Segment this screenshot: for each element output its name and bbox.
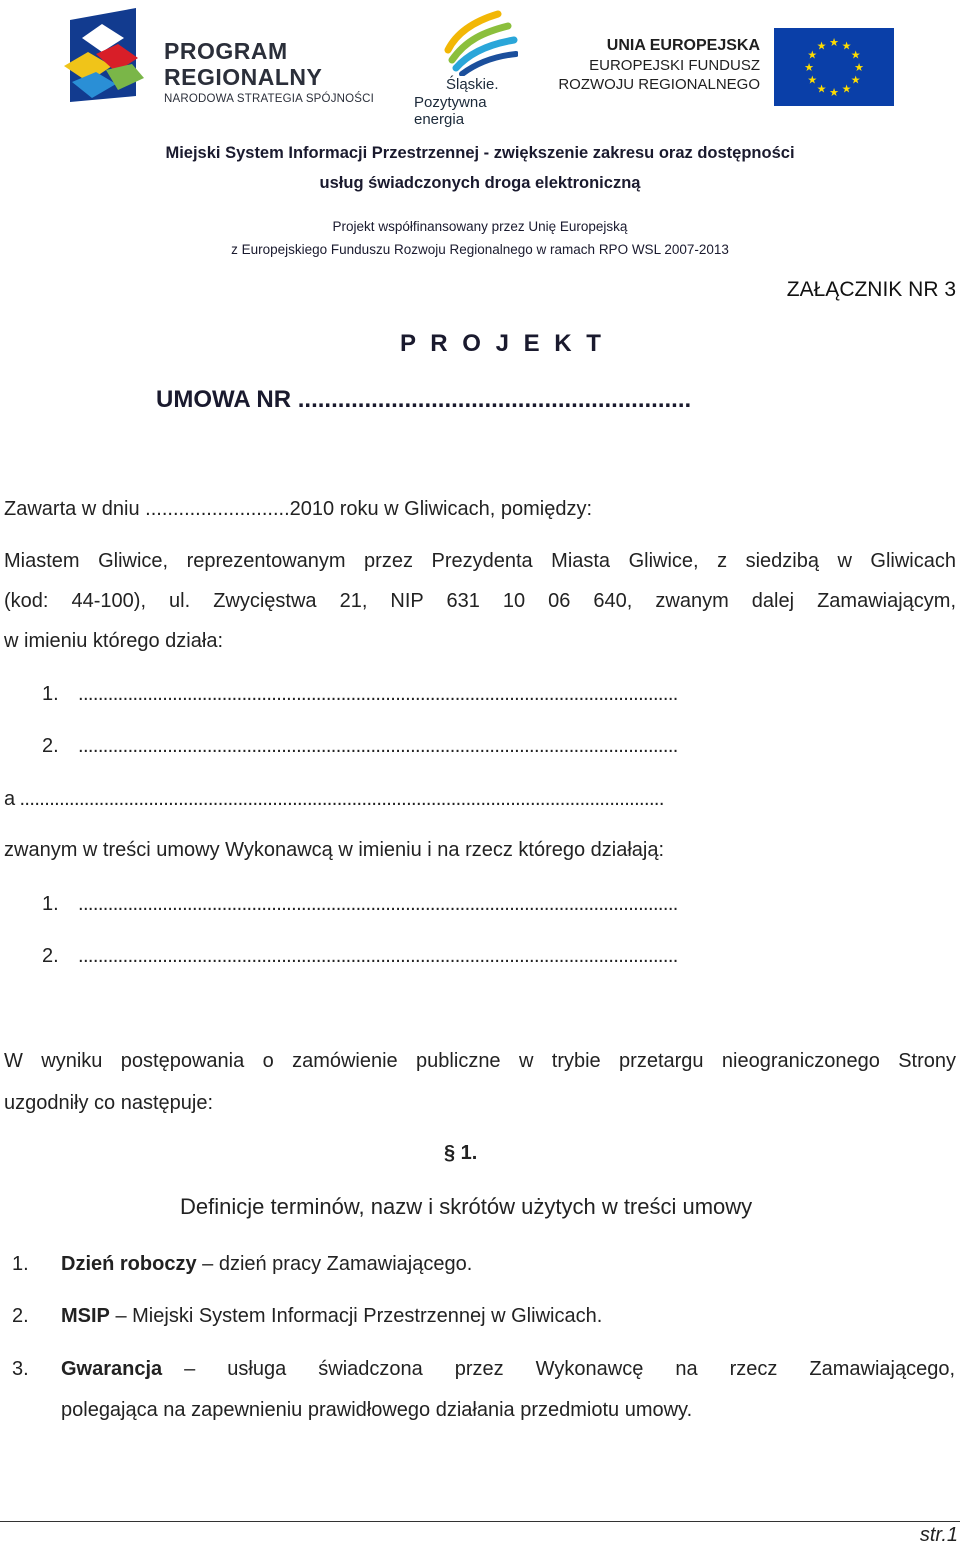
eu-star-icon: ★ (841, 82, 852, 96)
eu-star-icon: ★ (816, 82, 827, 96)
eu-star-icon: ★ (850, 48, 861, 62)
eu-star-icon: ★ (816, 39, 827, 53)
eu-star-icon: ★ (807, 48, 818, 62)
eu-star-icon: ★ (807, 73, 818, 87)
slaskie-logo (410, 8, 540, 128)
definition-2-number: 2. (12, 1305, 29, 1327)
slaskie-logo-line1: Śląskie. (446, 76, 499, 93)
definition-1-term: Dzień roboczy (61, 1253, 197, 1275)
representative-2-blank: ......................................................................................................................... (78, 735, 678, 757)
party-city-line3: w imieniu którego działa: (4, 630, 223, 652)
definition-3-line1 (61, 1358, 955, 1381)
contractor-rep-1-number: 1. (42, 893, 59, 915)
definition-3-text-line2: polegająca na zapewnieniu prawidłowego działania przedmiotu umowy. (61, 1399, 693, 1421)
representative-2-number: 2. (42, 735, 59, 757)
definition-3-term: Gwarancja (61, 1358, 163, 1380)
contract-date-line: Zawarta w dniu ..........................2010 roku w Gliwicach, pomiędzy: (4, 498, 592, 520)
section-mark: § 1. (444, 1142, 478, 1164)
contractor-rep-1-blank: ......................................................................................................................... (78, 893, 678, 915)
program-regionalny-logo (62, 8, 392, 110)
contractor-rep-2-blank: ......................................................................................................................... (78, 945, 678, 967)
program-logo-line2: REGIONALNY (164, 64, 323, 90)
eu-star-icon: ★ (829, 36, 839, 49)
representative-1-number: 1. (42, 683, 59, 705)
party-city-line2: (kod: 44-100), ul. Zwycięstwa 21, NIP 631 10 06 640, zwanym dalej Zamawiającym, (4, 590, 956, 612)
eu-star-icon: ★ (829, 86, 839, 99)
eu-flag-icon (774, 28, 894, 106)
slaskie-waves-icon (438, 10, 518, 76)
program-logo-line3: NARODOWA STRATEGIA SPÓJNOŚCI (164, 93, 375, 105)
eu-star-icon: ★ (850, 73, 861, 87)
footer-divider (0, 1521, 960, 1522)
definition-3-number: 3. (12, 1358, 29, 1380)
procurement-line1: W wyniku postępowania o zamówienie publiczne w trybie przetargu nieograniczonego Strony (4, 1050, 956, 1072)
definition-1-number: 1. (12, 1253, 29, 1275)
slaskie-logo-line2: Pozytywna energia (414, 94, 487, 128)
definition-2-text: – Miejski System Informacji Przestrzennej w Gliwicach. (109, 1305, 603, 1327)
party-city-line1: Miastem Gliwice, reprezentowanym przez Prezydenta Miasta Gliwice, z siedzibą w Gliwicach (4, 550, 956, 572)
project-title-line1: Miejski System Informacji Przestrzennej - zwiększenie zakresu oraz dostępności (165, 144, 795, 162)
contractor-blank: a .................................................................................................................................. (4, 788, 664, 810)
eu-logo (560, 28, 900, 108)
definition-2-term: MSIP (61, 1305, 110, 1327)
page-number: str.1 (919, 1524, 958, 1546)
eu-star-icon: ★ (854, 61, 864, 74)
attachment-number: ZAŁĄCZNIK NR 3 (786, 278, 956, 301)
contractor-line: zwanym w treści umowy Wykonawcą w imieniu i na rzecz którego działają: (4, 839, 665, 861)
cofinance-line2: z Europejskiego Funduszu Rozwoju Regionalnego w ramach RPO WSL 2007-2013 (231, 242, 729, 257)
representative-1-blank: ......................................................................................................................... (78, 683, 678, 705)
contract-number: UMOWA NR ........................................................... (156, 386, 692, 413)
contractor-rep-2-number: 2. (42, 945, 59, 967)
projekt-heading: P R O J E K T (400, 330, 605, 357)
definition-3-text-line1: – usługa świadczona przez Wykonawcę na rzecz Zamawiającego, (184, 1358, 955, 1380)
eu-star-icon: ★ (804, 61, 814, 74)
cofinance-line1: Projekt współfinansowany przez Unię Europejską (332, 219, 628, 234)
eu-logo-line1: UNIA EUROPEJSKA (606, 37, 760, 54)
project-title-line2: usług świadczonych droga elektroniczną (319, 174, 641, 192)
program-logo-line1: PROGRAM (164, 38, 288, 64)
definition-2 (61, 1305, 602, 1328)
eu-star-icon: ★ (841, 39, 852, 53)
section-title: Definicje terminów, nazw i skrótów użytych w treści umowy (180, 1194, 753, 1219)
eu-logo-line2: EUROPEJSKI FUNDUSZ (589, 57, 760, 74)
eu-logo-line3: ROZWOJU REGIONALNEGO (558, 76, 760, 93)
procurement-line2: uzgodniły co następuje: (4, 1092, 214, 1114)
program-regionalny-emblem-icon (62, 8, 162, 108)
definition-1 (61, 1253, 472, 1276)
definition-1-text: – dzień pracy Zamawiającego. (196, 1253, 473, 1275)
